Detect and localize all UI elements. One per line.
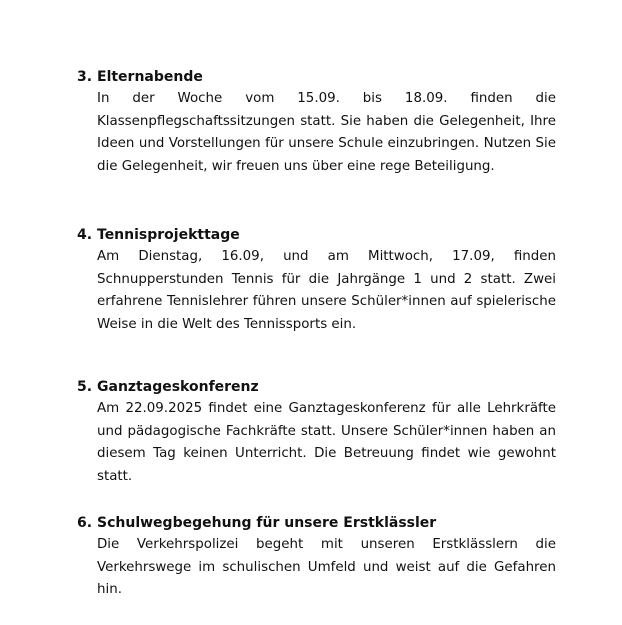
section-title: Elternabende — [97, 69, 203, 85]
section-heading — [77, 66, 557, 88]
section-title: Tennisprojekttage — [97, 227, 240, 243]
section-number: 6. — [77, 515, 93, 531]
section-body: Die Verkehrspolizei begeht mit unseren Erstklässlern die Verkehrswege im schulischen Umfeld und weist auf die Gefahren hin. — [97, 537, 556, 597]
section-heading — [77, 376, 557, 398]
section-title: Ganztageskonferenz — [97, 379, 259, 395]
section-number: 4. — [77, 227, 93, 243]
section-title: Schulwegbegehung für unsere Erstklässler — [97, 515, 437, 531]
section-number: 3. — [77, 69, 93, 85]
section-elternabende — [77, 66, 557, 178]
section-tennisprojekttage — [77, 224, 557, 336]
section-body: In der Woche vom 15.09. bis 18.09. finden die Klassenpflegschaftssitzungen statt. Sie haben die Gelegenheit, Ihre Ideen und Vorstellungen für unsere Schule einzubringen. Nutzen Sie die Gelegenheit, wir freuen uns über eine rege Beteiligung. — [97, 91, 556, 174]
section-heading — [77, 512, 557, 534]
section-body: Am Dienstag, 16.09, und am Mittwoch, 17.09, finden Schnupperstunden Tennis für die Jahrgänge 1 und 2 statt. Zwei erfahrene Tennislehrer führen unsere Schüler*innen auf spielerische Weise in die Welt des Tennissports ein. — [97, 249, 556, 332]
section-ganztageskonferenz — [77, 376, 557, 488]
section-heading — [77, 224, 557, 246]
section-body: Am 22.09.2025 findet eine Ganztageskonferenz für alle Lehrkräfte und pädagogische Fachkräfte statt. Unsere Schüler*innen haben an diesem Tag keinen Unterricht. Die Betreuung findet wie gewohnt statt. — [97, 401, 556, 484]
section-number: 5. — [77, 379, 93, 395]
section-schulwegbegehung — [77, 512, 557, 602]
